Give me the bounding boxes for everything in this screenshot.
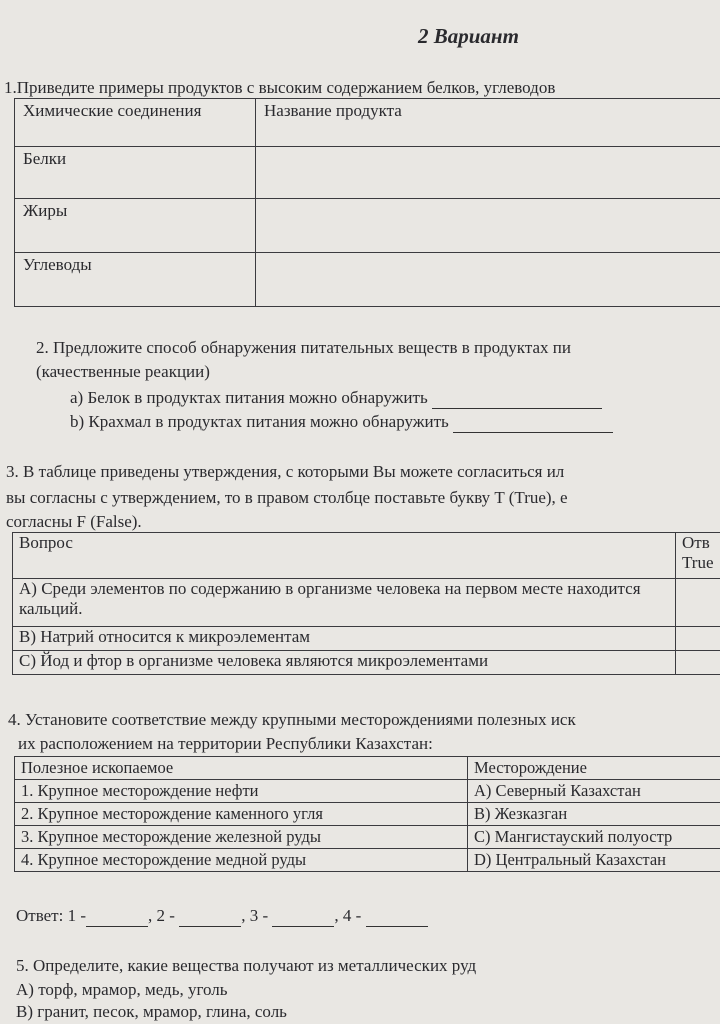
q4-prompt-line2: их расположением на территории Республики Казахстан: [18,734,433,753]
q3-col-header-question: Вопрос [13,533,676,579]
q1-answer-cell[interactable] [256,147,720,199]
q1-col-header-compounds: Химические соединения [15,99,256,147]
q4-prompt-line1: 4. Установите соответствие между крупными месторождениями полезных иск [8,710,576,729]
q1-row-label: Жиры [15,199,256,253]
q3-prompt-line1: 3. В таблице приведены утверждения, с которыми Вы можете согласиться ил [6,462,565,481]
q2-item-b [70,412,613,433]
q4-matching-table [14,756,720,872]
q5-prompt: 5. Определите, какие вещества получают из металлических руд [16,956,477,975]
q4-answer-1-blank[interactable] [86,906,148,927]
q4-col-header-mineral: Полезное ископаемое [15,757,468,780]
q4-deposit-item: D) Центральный Казахстан [468,849,720,872]
q2-answer-a-line[interactable] [432,388,602,409]
q1-row-label: Белки [15,147,256,199]
q1-answer-cell[interactable] [256,253,720,307]
q3-statement: A) Среди элементов по содержанию в организме человека на первом месте находится кальций. [13,579,676,627]
q1-table [14,98,720,307]
q3-prompt-line2: вы согласны с утверждением, то в правом столбце поставьте букву T (True), е [6,488,568,507]
q2-subtitle: (качественные реакции) [36,362,210,381]
q4-answer-3-blank[interactable] [272,906,334,927]
q3-answer-cell[interactable] [676,627,720,651]
q2-item-b-text: b) Крахмал в продуктах питания можно обнаружить [70,412,449,431]
q4-mineral-item: 2. Крупное месторождение каменного угля [15,803,468,826]
q4-mineral-item: 1. Крупное месторождение нефти [15,780,468,803]
q3-table [12,532,720,675]
q4-answer-4-label: , 4 - [334,906,362,925]
q1-row-label: Углеводы [15,253,256,307]
q4-answer-line [16,906,428,927]
q5-option-a[interactable]: A) торф, мрамор, медь, уголь [16,980,228,999]
q4-deposit-item: C) Мангистауский полуостр [468,826,720,849]
q2-answer-b-line[interactable] [453,412,613,433]
q2-item-a [70,388,602,409]
q4-deposit-item: A) Северный Казахстан [468,780,720,803]
q4-deposit-item: B) Жезказган [468,803,720,826]
q3-statement: B) Натрий относится к микроэлементам [13,627,676,651]
q3-answer-cell[interactable] [676,651,720,675]
q4-mineral-item: 4. Крупное месторождение медной руды [15,849,468,872]
q4-answer-2-label: , 2 - [148,906,175,925]
q2-prompt: 2. Предложите способ обнаружения питательных веществ в продуктах пи [36,338,571,357]
q5-option-b[interactable]: B) гранит, песок, мрамор, глина, соль [16,1002,287,1021]
q1-col-header-product: Название продукта [256,99,720,147]
q1-answer-cell[interactable] [256,199,720,253]
q4-answer-label: Ответ: [16,906,64,925]
q4-answer-3-label: , 3 - [241,906,269,925]
page-title: 2 Вариант [418,24,519,48]
q3-col-header-answer: Отв True [676,533,720,579]
q1-prompt: 1.Приведите примеры продуктов с высоким содержанием белков, углеводов [4,78,556,97]
q3-prompt-line3: согласны F (False). [6,512,142,531]
q3-answer-cell[interactable] [676,579,720,627]
q4-mineral-item: 3. Крупное месторождение железной руды [15,826,468,849]
q4-answer-2-blank[interactable] [179,906,241,927]
q2-item-a-text: a) Белок в продуктах питания можно обнаружить [70,388,428,407]
q4-answer-4-blank[interactable] [366,906,428,927]
q4-answer-1-label: 1 - [67,906,87,925]
q4-col-header-deposit: Месторождение [468,757,720,780]
q3-statement: C) Йод и фтор в организме человека являются микроэлементами [13,651,676,675]
